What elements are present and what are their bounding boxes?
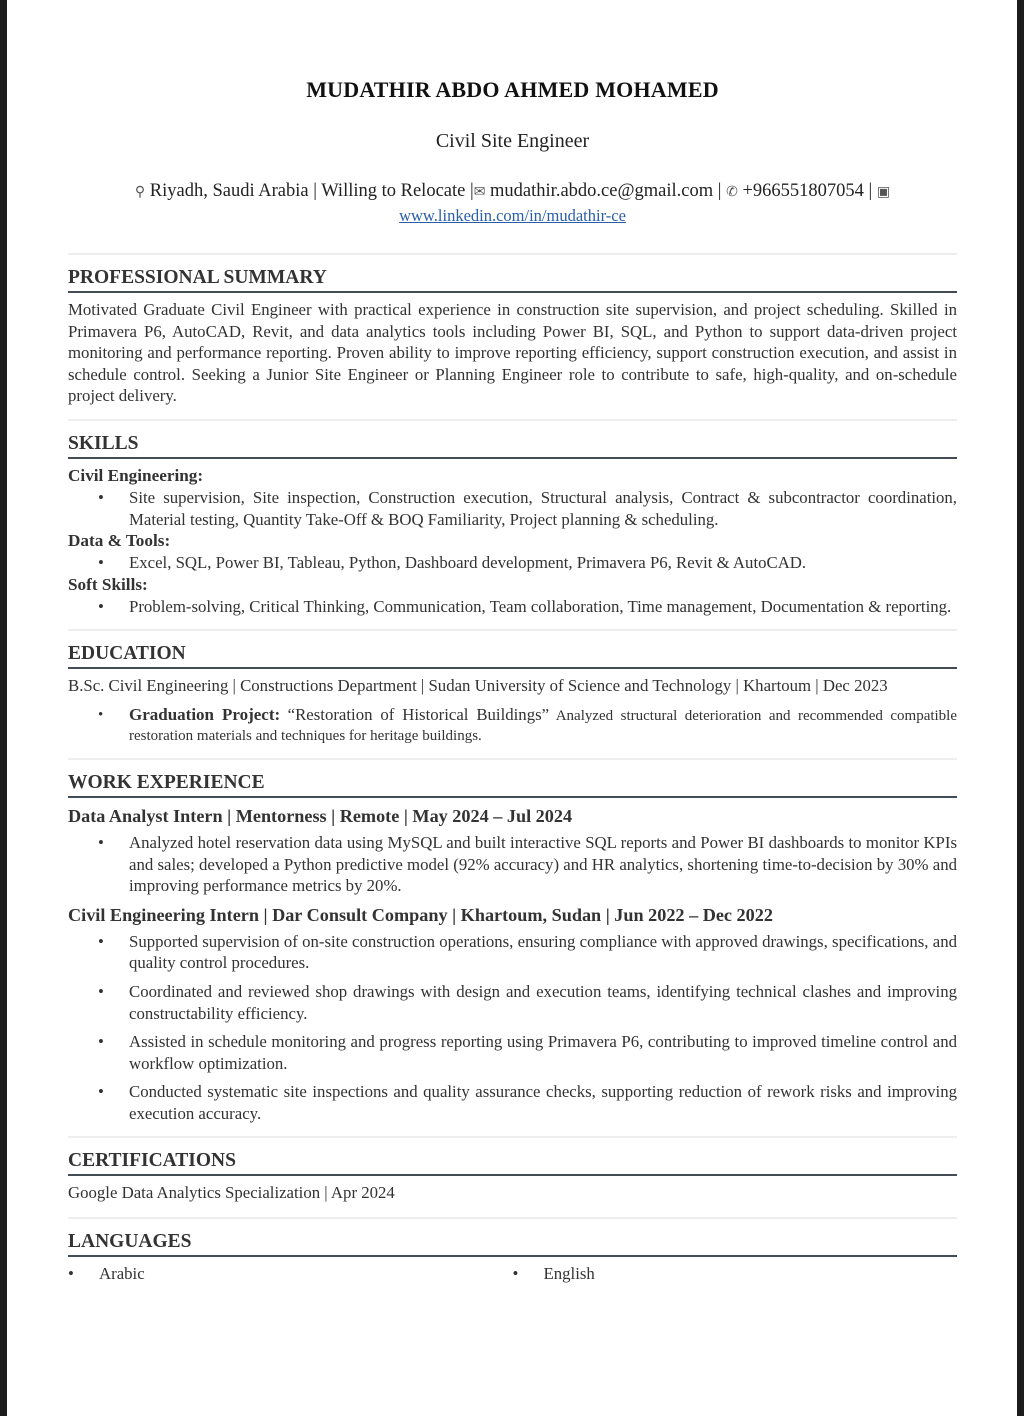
email[interactable]: mudathir.abdo.ce@gmail.com	[490, 181, 714, 201]
location: Riyadh, Saudi Arabia	[149, 181, 309, 201]
section-heading-education: EDUCATION	[68, 643, 186, 665]
skill-group-label: Data & Tools:	[68, 531, 171, 551]
skill-list-item: • Problem-solving, Critical Thinking, Communication, Team collaboration, Time management, Documentation & reporting.	[68, 596, 957, 618]
language-item: • English	[513, 1263, 958, 1285]
resume-content	[68, 0, 957, 1285]
heading-rule	[68, 1255, 957, 1257]
divider	[68, 1136, 957, 1138]
contact-line: ⚲ Riyadh, Saudi Arabia | Willing to Relocate |✉ mudathir.abdo.ce@gmail.com | ✆ +966551807054 | ▣ www.linkedin.com/in/mudathir-ce	[134, 181, 891, 225]
skill-group-label: Civil Engineering:	[68, 465, 204, 485]
candidate-name: MUDATHIR ABDO AHMED MOHAMED	[306, 77, 719, 102]
summary-text: Motivated Graduate Civil Engineer with practical experience in construction site supervision, and project scheduling. Skilled in Primavera P6, AutoCAD, Revit, and data analytics tools including Power BI, SQL, and Python to support data-driven project monitoring and performance reporting. Proven ability to improve reporting efficiency, support construction execution, and assist in schedule control. Seeking a Junior Site Engineer or Planning Engineer role to contribute to safe, high-quality, and on-schedule project delivery.	[68, 300, 957, 406]
job-title: Data Analyst Intern | Mentorness | Remote | May 2024 – Jul 2024	[68, 805, 573, 826]
phone-icon: ✆	[726, 185, 738, 200]
project-title: “Restoration of Historical Buildings”	[287, 704, 550, 724]
skill-group-label: Soft Skills:	[68, 574, 148, 594]
candidate-title: Civil Site Engineer	[435, 130, 590, 152]
divider	[68, 1217, 957, 1219]
degree-line: B.Sc. Civil Engineering | Constructions Department | Sudan University of Science and Technology | Khartoum | Dec 2023	[68, 676, 888, 696]
divider	[68, 758, 957, 760]
phone[interactable]: +966551807054	[742, 181, 864, 201]
section-heading-skills: SKILLS	[68, 432, 139, 454]
linkedin-link[interactable]: www.linkedin.com/in/mudathir-ce	[399, 206, 626, 225]
location-pin-icon: ⚲	[134, 185, 146, 200]
resume-page	[7, 0, 1017, 1416]
project-text: Analyzed structural deterioration and recommended compatible restoration materials and techniques for heritage buildings.	[129, 707, 958, 744]
heading-rule	[68, 667, 957, 669]
linkedin-icon: ▣	[876, 185, 891, 200]
relocate-note: Willing to Relocate	[321, 181, 466, 201]
section-heading-summary: PROFESSIONAL SUMMARY	[68, 267, 327, 288]
job-bullet: • Conducted systematic site inspections and quality assurance checks, supporting reduction of rework risks and improving execution accuracy.	[68, 1081, 957, 1124]
job-bullet: • Supported supervision of on-site construction operations, ensuring compliance with approved drawings, specifications, and quality control procedures.	[68, 931, 957, 974]
divider	[68, 629, 957, 631]
heading-rule	[68, 291, 957, 293]
divider	[68, 253, 957, 255]
job-bullet: • Assisted in schedule monitoring and progress reporting using Primavera P6, contributing to improved timeline control and workflow optimization.	[68, 1031, 957, 1074]
section-heading-certifications: CERTIFICATIONS	[68, 1150, 236, 1172]
email-icon: ✉	[473, 185, 486, 200]
language-item: • Arabic	[68, 1263, 513, 1285]
job-bullet: • Analyzed hotel reservation data using MySQL and built interactive SQL reports and Power BI dashboards to monitor KPIs and sales; developed a Python predictive model (92% accuracy) and HR analytics, shortening time-to-decision by 30% and improving performance metrics by 20%.	[68, 832, 957, 897]
heading-rule	[68, 796, 957, 798]
skill-list-item: • Excel, SQL, Power BI, Tableau, Python, Dashboard development, Primavera P6, Revit & AutoCAD.	[68, 552, 957, 574]
heading-rule	[68, 1174, 957, 1176]
project-label: Graduation Project:	[129, 704, 281, 724]
job-title: Civil Engineering Intern | Dar Consult Company | Khartoum, Sudan | Jun 2022 – Dec 2022	[68, 904, 773, 925]
section-heading-languages: LANGUAGES	[68, 1231, 192, 1253]
section-heading-experience: WORK EXPERIENCE	[68, 771, 265, 793]
graduation-project	[68, 705, 957, 746]
heading-rule	[68, 457, 957, 459]
job-bullet: • Coordinated and reviewed shop drawings with design and execution teams, identifying technical clashes and improving constructability efficiency.	[68, 981, 957, 1024]
divider	[68, 419, 957, 421]
skill-list-item: • Site supervision, Site inspection, Construction execution, Structural analysis, Contract & subcontractor coordination, Material testing, Quantity Take-Off & BOQ Familiarity, Project planning & scheduling.	[68, 487, 957, 530]
certification-item: Google Data Analytics Specialization | Apr 2024	[68, 1183, 395, 1203]
